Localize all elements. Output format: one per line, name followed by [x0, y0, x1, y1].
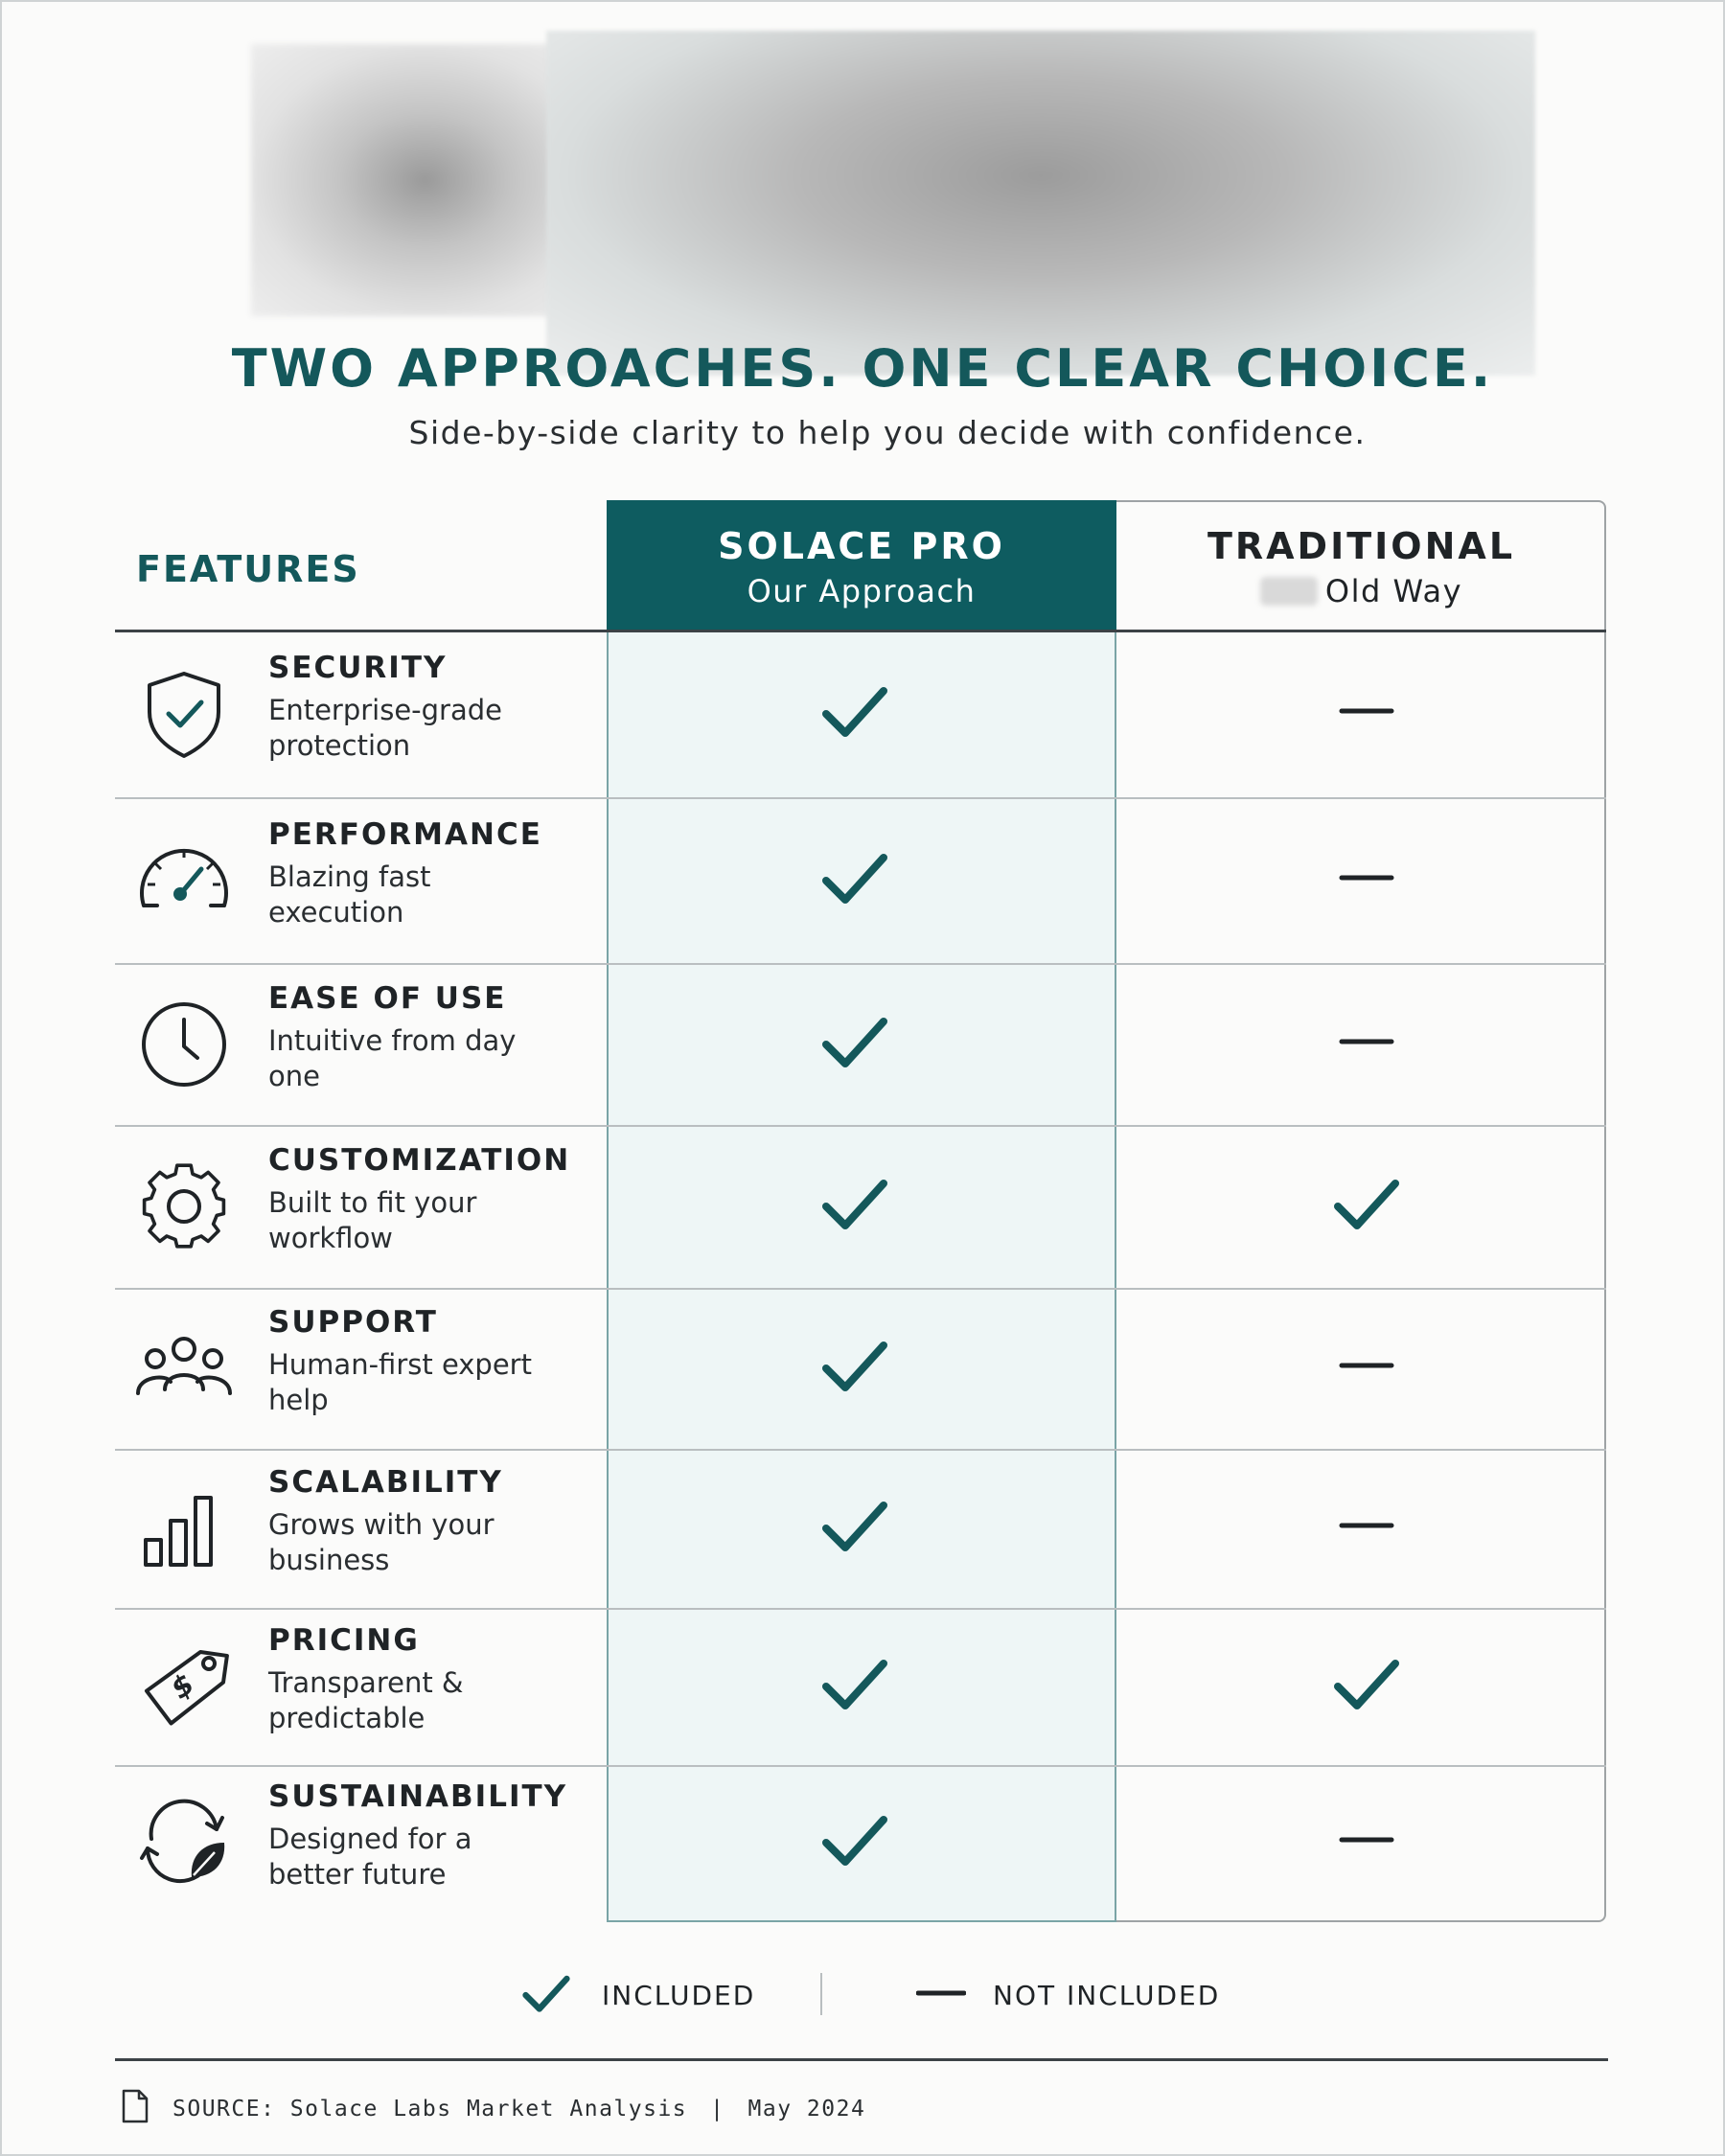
feature-description: Built to fit your workflow	[268, 1186, 477, 1254]
feature-text	[268, 1143, 570, 1256]
comparison-table	[115, 500, 1606, 1923]
feature-description: Transparent & predictable	[268, 1666, 464, 1734]
traditional-dash-icon	[1328, 1332, 1405, 1399]
legend-included	[518, 1969, 755, 2021]
footer-source: SOURCE: Solace Labs Market Analysis	[172, 2097, 688, 2122]
dash-icon	[916, 1969, 966, 2021]
features-header: FEATURES	[136, 548, 360, 590]
feature-text	[268, 1305, 556, 1418]
legend-separator	[820, 1973, 822, 2015]
feature-text	[268, 1465, 556, 1578]
table-row	[115, 1290, 1606, 1451]
footer-date: May 2024	[748, 2097, 866, 2122]
pro-check-icon	[816, 1650, 893, 1717]
blurred-word	[1260, 577, 1318, 606]
feature-name: PERFORMANCE	[268, 816, 542, 852]
feature-name: SUSTAINABILITY	[268, 1779, 568, 1814]
feature-description: Blazing fast execution	[268, 860, 431, 929]
footer-rule	[115, 2058, 1608, 2061]
traditional-dash-icon	[1328, 1008, 1405, 1075]
feature-text	[268, 1623, 556, 1736]
traditional-dash-icon	[1328, 677, 1405, 745]
traditional-name: TRADITIONAL	[1207, 525, 1516, 567]
feature-text	[268, 1779, 567, 1892]
feature-text	[268, 651, 556, 764]
page-title: TWO APPROACHES. ONE CLEAR CHOICE.	[231, 338, 1494, 391]
feature-text	[268, 817, 556, 930]
traditional-check-icon	[1328, 1650, 1405, 1717]
table-row	[115, 1451, 1606, 1610]
table-row	[115, 1610, 1606, 1767]
blurred-header-image	[546, 31, 1535, 376]
footer-separator: |	[710, 2097, 725, 2122]
table-row	[115, 799, 1606, 965]
shield-check-icon	[132, 666, 236, 762]
traditional-dash-icon	[1328, 1492, 1405, 1559]
page-subtitle: Side-by-side clarity to help you decide with confidence.	[408, 414, 1367, 451]
pro-check-icon	[816, 1170, 893, 1237]
people-icon	[132, 1320, 236, 1416]
traditional-dash-icon	[1328, 1806, 1405, 1873]
table-row	[115, 965, 1606, 1127]
recycle-leaf-icon	[132, 1795, 236, 1891]
legend-not-included	[916, 1969, 1220, 2021]
feature-name: PRICING	[268, 1623, 420, 1658]
document-icon	[121, 2089, 150, 2129]
pro-check-icon	[816, 677, 893, 745]
pro-check-icon	[816, 844, 893, 911]
speedometer-icon	[132, 833, 236, 929]
traditional-dash-icon	[1328, 844, 1405, 911]
table-row	[115, 1767, 1606, 1922]
feature-name: EASE OF USE	[268, 980, 507, 1016]
traditional-header	[1116, 500, 1606, 631]
feature-description: Human-first expert help	[268, 1348, 532, 1416]
feature-name: SECURITY	[268, 651, 448, 685]
legend	[0, 1969, 1725, 2019]
feature-description: Enterprise-grade protection	[268, 694, 502, 762]
table-row	[115, 632, 1606, 799]
bar-chart-icon	[132, 1480, 236, 1576]
solace-pro-subtitle: Our Approach	[747, 573, 977, 609]
feature-name: SCALABILITY	[268, 1465, 503, 1500]
pro-check-icon	[816, 1008, 893, 1075]
traditional-check-icon	[1328, 1170, 1405, 1237]
feature-name: SUPPORT	[268, 1305, 438, 1340]
legend-included-label: INCLUDED	[602, 1979, 756, 2011]
pro-check-icon	[816, 1806, 893, 1873]
feature-description: Designed for a better future	[268, 1823, 472, 1891]
feature-description: Intuitive from day one	[268, 1023, 517, 1092]
feature-name: CUSTOMIZATION	[268, 1143, 571, 1178]
check-icon	[518, 1969, 575, 2021]
gear-icon	[132, 1158, 236, 1254]
pro-check-icon	[816, 1492, 893, 1559]
price-tag-icon	[132, 1639, 236, 1734]
traditional-subtitle: Old Way	[1324, 573, 1463, 609]
feature-description: Grows with your business	[268, 1508, 494, 1576]
legend-not-included-label: NOT INCLUDED	[993, 1979, 1221, 2011]
footer	[121, 2089, 865, 2129]
svg-text:$: $	[165, 1666, 201, 1707]
blurred-logo	[251, 44, 567, 316]
pro-check-icon	[816, 1332, 893, 1399]
solace-pro-name: SOLACE PRO	[718, 525, 1005, 567]
clock-icon	[132, 997, 236, 1092]
table-row	[115, 1127, 1606, 1290]
feature-text	[268, 981, 556, 1094]
solace-pro-header	[607, 500, 1116, 631]
